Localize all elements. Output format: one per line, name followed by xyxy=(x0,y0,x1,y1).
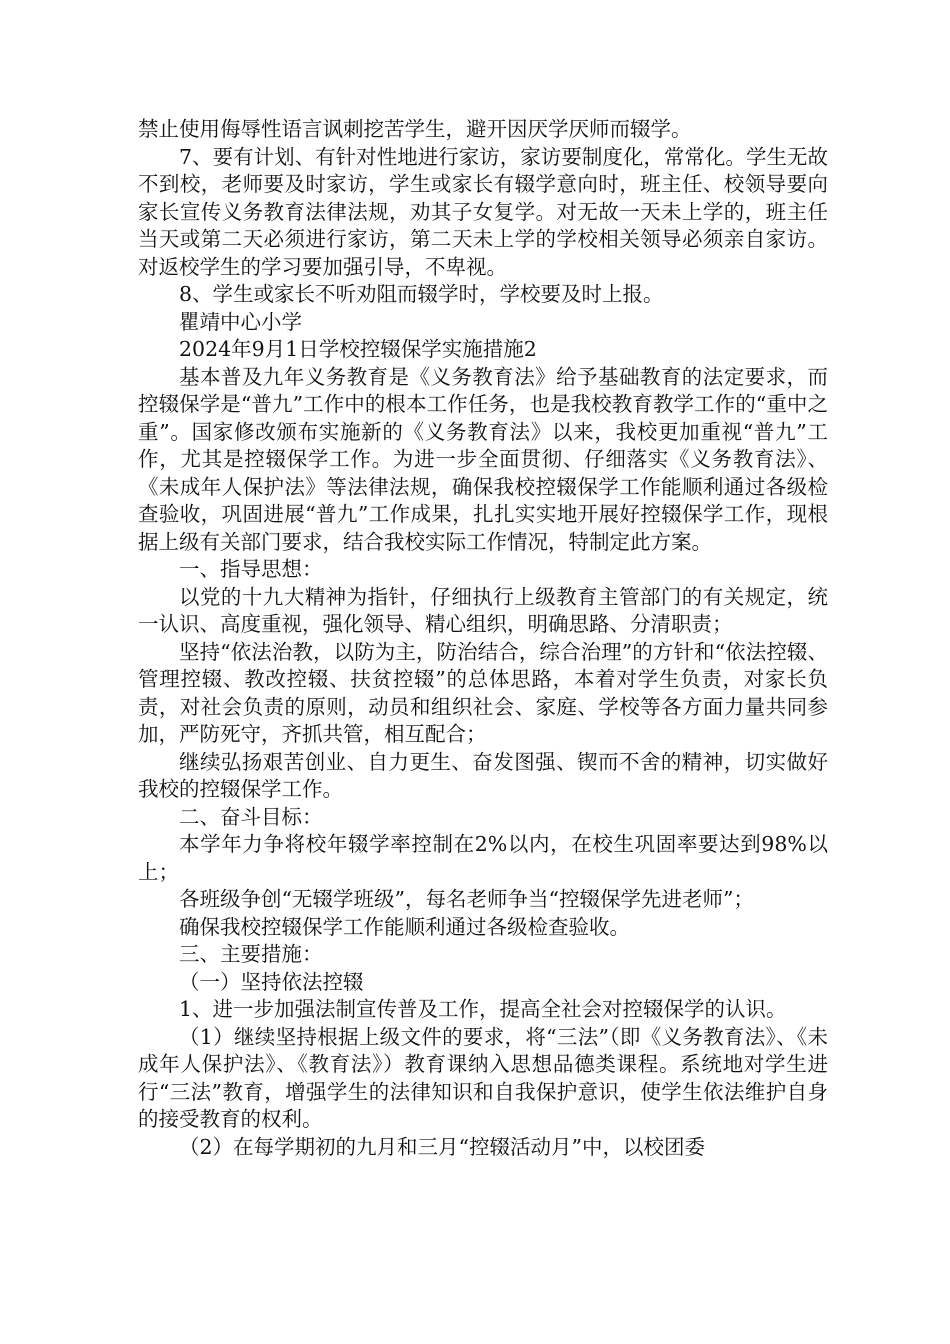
heading-goals: 二、奋斗目标： xyxy=(179,804,323,829)
paragraph-intro: 基本普及九年义务教育是《义务教育法》给予基础教育的法定要求，而控辍保学是“普九”工作中的根本工作任务，也是我校教育教学工作的“重中之重”。国家修改颁布实施新的《义务教育法》以来，我校更加重视“普九”工作，尤其是控辍保学工作。为进一步全面贯彻、仔细落实《义务教育法》、《未成年人保护法》等法律法规，确保我校控辍保学工作能顺利通过各级检查验收，巩固进展“普九”工作成果，扎扎实实地开展好控辍保学工作，现根据上级有关部门要求，结合我校实际工作情况，特制定此方案。 xyxy=(138,364,828,554)
section-heading-date: 2024年9月1日学校控辍保学实施措施2 xyxy=(179,337,537,361)
paragraph-guiding-3: 继续弘扬艰苦创业、自力更生、奋发图强、锲而不舍的精神，切实做好我校的控辍保学工作。 xyxy=(138,749,828,801)
paragraph-2: 7、要有计划、有针对性地进行家访，家访要制度化，常常化。学生无故不到校，老师要及时家访，学生或家长有辍学意向时，班主任、校领导要向家长宣传义务教育法律法规，劝其子女复学。对无故一天未上学的，班主任当天或第二天必须进行家访，第二天未上学的学校相关领导必须亲自家访。对返校学生的学习要加强引导，不卑视。 xyxy=(138,144,828,279)
school-name: 瞿靖中心小学 xyxy=(179,309,302,334)
paragraph-3: 8、学生或家长不听劝阻而辍学时，学校要及时上报。 xyxy=(179,282,664,306)
heading-measures: 三、主要措施： xyxy=(179,942,323,966)
paragraph-guiding-1: 以党的十九大精神为指针，仔细执行上级教育主管部门的有关规定，统一认识、高度重视，强化领导、精心组织，明确思路、分清职责； xyxy=(138,584,828,636)
heading-guiding-thought: 一、指导思想： xyxy=(179,557,323,581)
paragraph-goal-1: 本学年力争将校年辍学率控制在2%以内，在校生巩固率要达到98%以上； xyxy=(138,832,828,884)
paragraph-guiding-2: 坚持“依法治教，以防为主，防治结合，综合治理”的方针和“依法控辍、管理控辍、教改控辍、扶贫控辍”的总体思路，本着对学生负责，对家长负责，对社会负责的原则，动员和组织社会、家庭、学校等各方面力量共同参加，严防死守，齐抓共管，相互配合； xyxy=(138,639,828,746)
document-page xyxy=(138,116,828,1161)
paragraph-measure-1: 1、进一步加强法制宣传普及工作，提高全社会对控辍保学的认识。 xyxy=(179,997,787,1021)
paragraph-1: 禁止使用侮辱性语言讽刺挖苦学生，避开因厌学厌师而辍学。 xyxy=(138,117,692,141)
paragraph-goal-3: 确保我校控辍保学工作能顺利通过各级检查验收。 xyxy=(179,914,630,939)
paragraph-measure-1-1: （1）继续坚持根据上级文件的要求，将“三法”（即《义务教育法》、《未成年人保护法》、《教育法》）教育课纳入思想品德类课程。系统地对学生进行“三法”教育，增强学生的法律知识和自我保护意识，使学生依法维护自身的接受教育的权利。 xyxy=(138,1024,828,1131)
paragraph-measure-1-2: （2）在每学期初的九月和三月“控辍活动月”中，以校团委 xyxy=(179,1134,706,1159)
subheading-legal-control: （一）坚持依法控辍 xyxy=(179,969,364,994)
paragraph-goal-2: 各班级争创“无辍学班级”，每名老师争当“控辍保学先进老师”； xyxy=(179,887,754,911)
